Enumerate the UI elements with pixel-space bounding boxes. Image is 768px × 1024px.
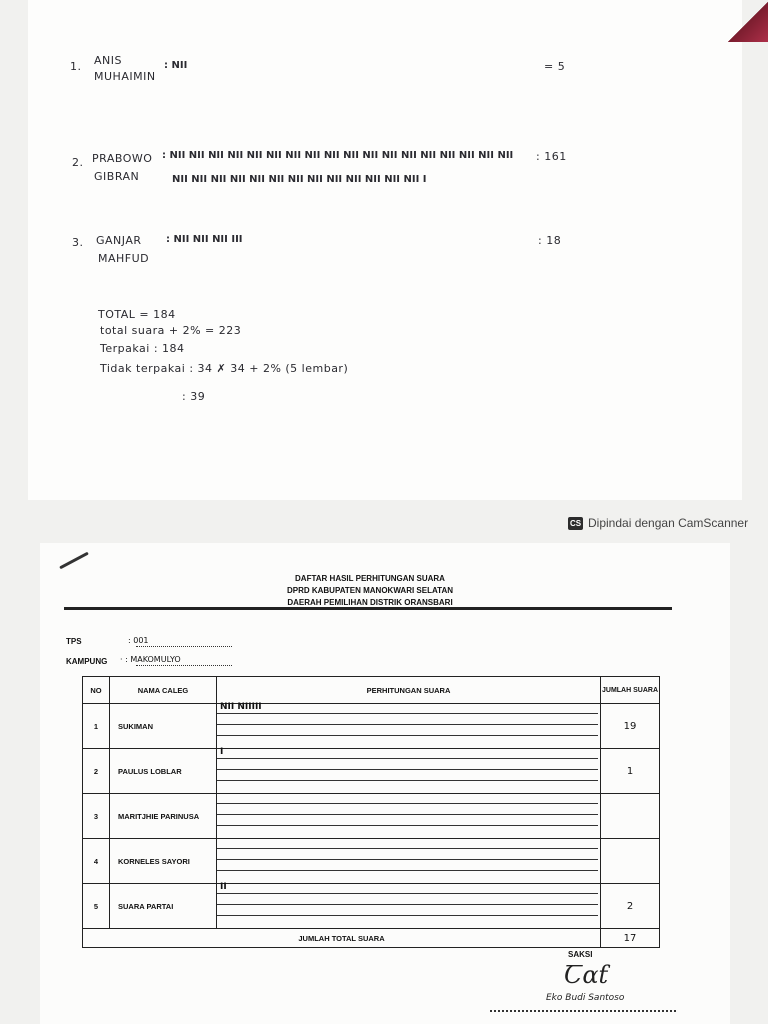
- note-summary-total: TOTAL = 184: [98, 308, 176, 321]
- witness-label: SAKSI: [568, 950, 593, 959]
- tally-marks: ΙΙ: [220, 882, 227, 892]
- witness-signature: Ꞇɑƭ: [564, 961, 609, 989]
- kampung-value: · : MAKOMULYO: [120, 655, 181, 664]
- tps-dotted-line: [136, 646, 232, 647]
- camscanner-logo-icon: CS: [569, 518, 582, 528]
- row-name: PAULUS LOBLAR: [110, 749, 217, 794]
- header-total: JUMLAH SUARA: [601, 677, 660, 704]
- tps-label: TPS: [66, 637, 82, 646]
- note-row-1-name-line1: ANIS: [94, 54, 122, 67]
- red-folder-corner: [718, 0, 768, 42]
- note-row-2-result: : 161: [536, 150, 567, 163]
- table-row: [83, 704, 660, 749]
- row-total: 1: [601, 749, 660, 794]
- form-title-line3: DAERAH PEMILIHAN DISTRIK ORANSBARI: [287, 598, 453, 607]
- table-header-row: [83, 677, 660, 704]
- note-row-2-name-line2: GIBRAN: [94, 170, 140, 183]
- row-no: 2: [83, 749, 110, 794]
- row-total: [601, 794, 660, 839]
- row-name: SUKIMAN: [110, 704, 217, 749]
- kampung-label: KAMPUNG: [66, 657, 108, 666]
- note-row-1-name-line2: MUHAIMIN: [94, 70, 156, 83]
- row-total: 19: [601, 704, 660, 749]
- pen-mark: [59, 552, 89, 570]
- table-sum-row: [83, 929, 660, 948]
- tps-value: : 001: [128, 636, 149, 645]
- sum-value: 17: [601, 929, 660, 948]
- note-summary-unused: Tidak terpakai : 34 ✗ 34 + 2% (5 lembar): [100, 362, 349, 375]
- header-count: PERHITUNGAN SUARA: [217, 677, 601, 704]
- row-no: 1: [83, 704, 110, 749]
- witness-name: Eko Budi Santoso: [546, 993, 625, 1003]
- title-rule: [64, 607, 672, 610]
- table-row: [83, 794, 660, 839]
- note-row-1-tally: : ΝΙΙ: [164, 60, 188, 71]
- camscanner-badge: [568, 514, 748, 532]
- form-title-line1: DAFTAR HASIL PERHITUNGAN SUARA: [295, 574, 445, 583]
- sum-label: JUMLAH TOTAL SUARA: [83, 929, 601, 948]
- table-row: [83, 749, 660, 794]
- note-row-3-number: 3.: [72, 236, 84, 249]
- row-name: KORNELES SAYORI: [110, 839, 217, 884]
- note-row-1-number: 1.: [70, 60, 82, 73]
- note-row-2-name-line1: PRABOWO: [92, 152, 153, 165]
- handwritten-note-page: [28, 0, 742, 500]
- vote-table: [82, 676, 660, 948]
- note-row-3-result: : 18: [538, 234, 562, 247]
- row-name: SUARA PARTAI: [110, 884, 217, 929]
- row-total: [601, 839, 660, 884]
- note-summary-used: Terpakai : 184: [100, 342, 185, 355]
- form-title-line2: DPRD KABUPATEN MANOKWARI SELATAN: [286, 586, 454, 595]
- row-no: 5: [83, 884, 110, 929]
- table-row: [83, 884, 660, 929]
- row-tally: [217, 749, 601, 794]
- row-name: MARITJHIE PARINUSA: [110, 794, 217, 839]
- kampung-dotted-line: [136, 665, 232, 666]
- table-row: [83, 839, 660, 884]
- row-total: 2: [601, 884, 660, 929]
- tally-marks: ΝΙΙ ΝΙΙΙΙΙ: [220, 702, 262, 712]
- note-row-3-name-line2: MAHFUD: [98, 252, 150, 265]
- row-tally: [217, 884, 601, 929]
- note-summary-total-plus: total suara + 2% = 223: [100, 324, 242, 337]
- note-summary-unused-result: : 39: [182, 390, 206, 403]
- vote-count-form: [40, 543, 730, 1024]
- header-name: NAMA CALEG: [110, 677, 217, 704]
- note-row-2-tally: : ΝΙΙ ΝΙΙ ΝΙΙ ΝΙΙ ΝΙΙ ΝΙΙ ΝΙΙ ΝΙΙ ΝΙΙ ΝΙΙ ΝΙΙ ΝΙΙ ΝΙΙ ΝΙΙ ΝΙΙ ΝΙΙ ΝΙΙ ΝΙΙ: [162, 150, 514, 161]
- note-row-2-number: 2.: [72, 156, 84, 169]
- row-no: 3: [83, 794, 110, 839]
- signature-dotted-line: [490, 1010, 676, 1012]
- note-row-3-name-line1: GANJAR: [96, 234, 142, 247]
- row-tally: [217, 839, 601, 884]
- row-tally: [217, 794, 601, 839]
- tally-marks: Ι: [220, 747, 224, 757]
- note-row-1-result: = 5: [544, 60, 566, 73]
- camscanner-text: Dipindai dengan CamScanner: [588, 516, 749, 530]
- row-no: 4: [83, 839, 110, 884]
- note-row-3-tally: : ΝΙΙ ΝΙΙ ΝΙΙ ΙΙΙ: [166, 234, 243, 245]
- note-row-2-tally-line2: ΝΙΙ ΝΙΙ ΝΙΙ ΝΙΙ ΝΙΙ ΝΙΙ ΝΙΙ ΝΙΙ ΝΙΙ ΝΙΙ ΝΙΙ ΝΙΙ ΝΙΙ Ι: [172, 174, 427, 185]
- row-tally: [217, 704, 601, 749]
- header-no: NO: [83, 677, 110, 704]
